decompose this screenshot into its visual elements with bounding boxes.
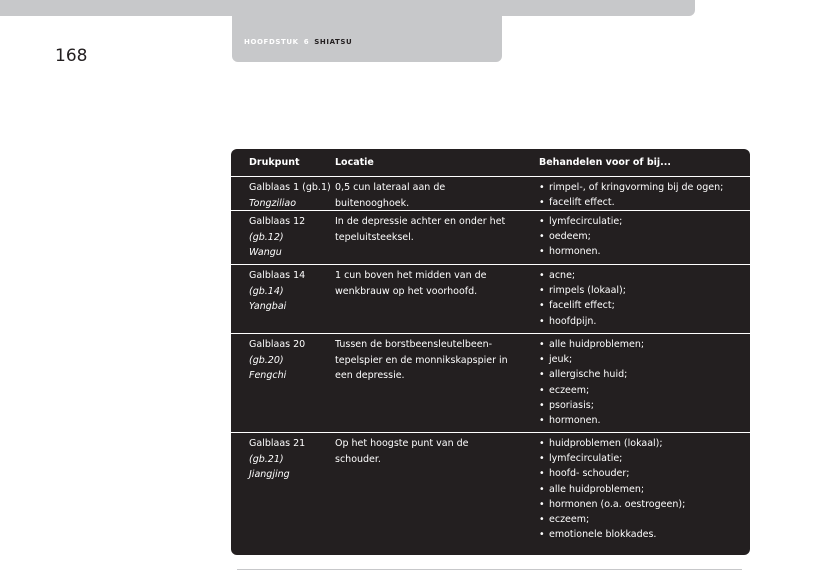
treatment-list	[539, 214, 750, 260]
chapter-tab	[232, 0, 502, 62]
treatment-item: • allergische huid;	[539, 367, 750, 382]
treatment-item: • facelift effect.	[539, 195, 750, 210]
treatment-item: • hoofdpijn.	[539, 314, 750, 329]
table-row	[231, 433, 750, 555]
chapter-name: SHIATSU	[314, 38, 353, 46]
cell-drukpunt	[231, 436, 333, 555]
point-name: Galblaas 14	[249, 270, 306, 281]
treatment-item: • eczeem;	[539, 383, 750, 398]
location-line: tepeluitsteeksel.	[335, 231, 414, 243]
location-line: schouder.	[335, 453, 381, 465]
point-name: Galblaas 1 (gb.1)	[249, 182, 331, 193]
point-alias: Jiangjing	[249, 469, 290, 480]
point-alias: Tongziliao	[249, 197, 297, 209]
treatment-item: • facelift effect;	[539, 298, 750, 313]
treatment-item: • rimpel-, of kringvorming bij de ogen;	[539, 180, 750, 195]
treatment-item: • hormonen.	[539, 413, 750, 428]
treatment-list	[539, 180, 750, 210]
location-line: Tussen de borstbeensleutelbeen-	[335, 339, 493, 350]
table-body	[231, 177, 750, 555]
cell-behandelen	[521, 268, 750, 333]
point-alias: Yangbai	[249, 301, 287, 312]
treatment-item: • eczeem;	[539, 512, 750, 527]
point-name: Galblaas 21	[249, 438, 306, 449]
chapter-number: 6	[303, 38, 310, 46]
location-line: Op het hoogste punt van de	[335, 438, 469, 449]
table-row	[231, 211, 750, 265]
cell-locatie	[333, 436, 521, 555]
chapter-word: HOOFDSTUK	[244, 38, 299, 46]
acupressure-points-table	[231, 149, 750, 555]
point-alias: Wangu	[249, 247, 282, 258]
cell-behandelen	[521, 214, 750, 264]
cell-behandelen	[521, 337, 750, 432]
cell-locatie	[333, 337, 521, 432]
chapter-label	[244, 38, 352, 46]
point-alias: (gb.14)	[249, 285, 284, 297]
table-row	[231, 334, 750, 433]
header-behandelen: Behandelen voor of bij...	[539, 157, 671, 168]
location-line: buitenooghoek.	[335, 197, 410, 209]
cell-locatie	[333, 214, 521, 264]
location-line: een depressie.	[335, 370, 405, 381]
header-drukpunt: Drukpunt	[249, 157, 300, 168]
treatment-list	[539, 436, 750, 542]
table-row	[231, 265, 750, 334]
location-line: wenkbrauw op het voorhoofd.	[335, 285, 478, 297]
treatment-item: • alle huidproblemen;	[539, 482, 750, 497]
point-name: Galblaas 20	[249, 339, 306, 350]
point-alias: (gb.21)	[249, 453, 284, 465]
treatment-item: • lymfecirculatie;	[539, 214, 750, 229]
location-line: 0,5 cun lateraal aan de	[335, 182, 446, 193]
point-alias: (gb.20)	[249, 354, 284, 366]
header-locatie: Locatie	[335, 157, 374, 168]
treatment-item: • rimpels (lokaal);	[539, 283, 750, 298]
location-line: tepelspier en de monnikskapspier in	[335, 354, 508, 366]
table-header-row	[231, 149, 750, 177]
treatment-item: • alle huidproblemen;	[539, 337, 750, 352]
point-alias: Fengchi	[249, 370, 287, 381]
location-line: 1 cun boven het midden van de	[335, 270, 487, 281]
cell-locatie	[333, 180, 521, 210]
cell-drukpunt	[231, 180, 333, 210]
cell-locatie	[333, 268, 521, 333]
cell-drukpunt	[231, 214, 333, 264]
treatment-list	[539, 337, 750, 428]
treatment-item: • huidproblemen (lokaal);	[539, 436, 750, 451]
table-row	[231, 177, 750, 211]
treatment-item: • psoriasis;	[539, 398, 750, 413]
treatment-list	[539, 268, 750, 329]
cell-drukpunt	[231, 268, 333, 333]
location-line: In de depressie achter en onder het	[335, 216, 506, 227]
bottom-rule	[237, 569, 742, 570]
cell-drukpunt	[231, 337, 333, 432]
treatment-item: • hormonen (o.a. oestrogeen);	[539, 497, 750, 512]
treatment-item: • emotionele blokkades.	[539, 527, 750, 542]
point-alias: (gb.12)	[249, 231, 284, 243]
cell-behandelen	[521, 180, 750, 210]
treatment-item: • acne;	[539, 268, 750, 283]
treatment-item: • hormonen.	[539, 244, 750, 259]
cell-behandelen	[521, 436, 750, 555]
treatment-item: • hoofd- schouder;	[539, 466, 750, 481]
treatment-item: • lymfecirculatie;	[539, 451, 750, 466]
point-name: Galblaas 12	[249, 216, 306, 227]
page-number: 168	[55, 46, 88, 66]
treatment-item: • jeuk;	[539, 352, 750, 367]
treatment-item: • oedeem;	[539, 229, 750, 244]
